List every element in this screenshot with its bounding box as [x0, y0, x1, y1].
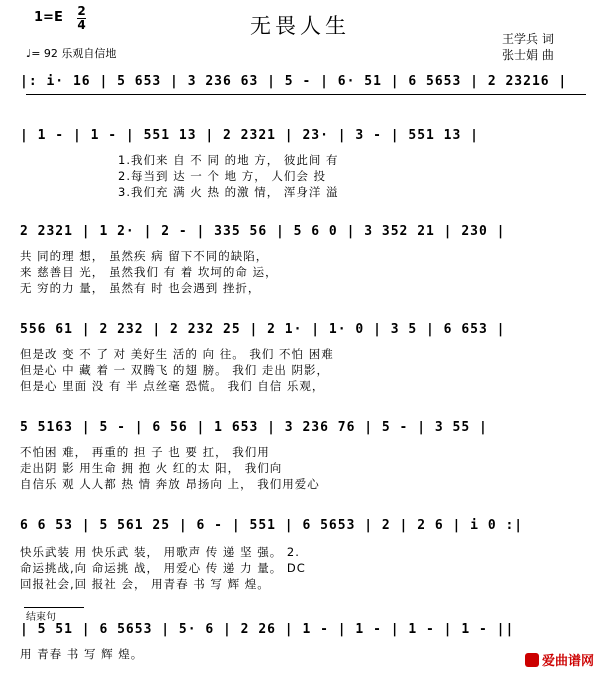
lyric-row-3-verse-1: 共 同的理 想， 虽然疾 病 留下不同的缺陷， [20, 249, 269, 263]
lyric-row-5-verse-3: 自信乐 观 人人都 热 情 奔放 昂扬向 上， 我们用爱心 [20, 477, 320, 491]
ending-bracket [24, 607, 84, 608]
time-signature [77, 6, 86, 31]
ending-label: 结束句 [26, 612, 56, 623]
notation-row-2: | 1 - | 1 - | 551 13 | 2 2321 | 23· | 3 - | 551 13 | [20, 128, 479, 143]
meter-bottom: 4 [77, 18, 86, 32]
notation-row-3: 2 2321 | 1 2· | 2 - | 335 56 | 5 6 0 | 3 352 21 | 230 | [20, 224, 506, 239]
notation-row-6: 6 6 53 | 5 561 25 | 6 - | 551 | 6 5653 | 2 | 2 6 | i 0 :| [20, 518, 524, 533]
lyric-row-2-verse-3: 3.我们充 满 火 热 的激 情， 浑身洋 溢 [118, 185, 339, 199]
notation-row-7: | 5 51 | 6 5653 | 5· 6 | 2 26 | 1 - | 1 - | 1 - | 1 - || [20, 622, 515, 637]
tempo-marking: ♩= 92 乐观自信地 [26, 47, 117, 60]
lyric-row-6-verse-1: 快乐武装 用 快乐武 装， 用歌声 传 递 坚 强。 2. [20, 545, 300, 559]
notation-row-1: |: i· 16 | 5 653 | 3 236 63 | 5 - | 6· 51 | 6 5653 | 2 23216 | [20, 74, 568, 89]
meter-top: 2 [77, 4, 86, 18]
page-title: 无畏人生 [250, 14, 350, 38]
site-watermark [525, 650, 594, 669]
lyric-row-5-verse-2: 走出阴 影 用生命 拥 抱 火 红的太 阳， 我们向 [20, 461, 283, 475]
row-1-beam [26, 94, 586, 95]
lyric-row-4-verse-2: 但是心 中 藏 着 一 双腾飞 的翅 膀。 我们 走出 阴影， [20, 363, 330, 377]
key-signature: 1=E [34, 10, 63, 25]
lyric-row-3-verse-2: 来 慈善目 光， 虽然我们 有 着 坎坷的命 运， [20, 265, 278, 279]
lyric-row-4-verse-3: 但是心 里面 没 有 半 点丝毫 恐慌。 我们 自信 乐观， [20, 379, 325, 393]
lyric-row-3-verse-3: 无 穷的力 量， 虽然有 时 也会遇到 挫折， [20, 281, 261, 295]
lyric-row-6-verse-3: 回报社会,回 报社 会， 用青春 书 写 辉 煌。 [20, 577, 270, 591]
watermark-text: 爱曲谱网 [541, 654, 594, 669]
lyric-row-2-verse-2: 2.每当到 达 一 个 地 方， 人们会 投 [118, 169, 327, 183]
lyric-row-7: 用 青春 书 写 辉 煌。 [20, 647, 144, 661]
music-note-icon [525, 653, 539, 667]
lyric-row-6-verse-2: 命运挑战,向 命运挑 战， 用爱心 传 递 力 量。 DC [20, 561, 306, 575]
lyricist-credit: 王学兵 词 [502, 32, 554, 46]
lyric-row-2-verse-1: 1.我们来 自 不 同 的地 方， 彼此间 有 [118, 153, 339, 167]
lyric-row-4-verse-1: 但是改 变 不 了 对 美好生 活的 向 往。 我们 不怕 困难 [20, 347, 334, 361]
notation-row-5: 5 5163 | 5 - | 6 56 | 1 653 | 3 236 76 | 5 - | 3 55 | [20, 420, 488, 435]
lyric-row-5-verse-1: 不怕困 难， 再重的 担 子 也 要 扛， 我们用 [20, 445, 270, 459]
notation-row-4: 556 61 | 2 232 | 2 232 25 | 2 1· | 1· 0 | 3 5 | 6 653 | [20, 322, 506, 337]
composer-credit: 张士娟 曲 [502, 48, 554, 62]
